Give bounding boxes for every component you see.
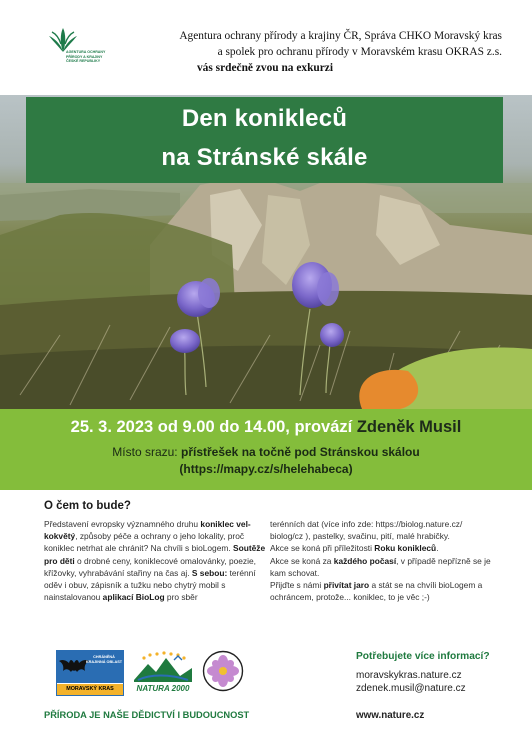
flower-2: [170, 329, 200, 353]
text-run: terénní oděv i obuv, zápisník a tužku nebo chytrý mobil s nainstalovanou: [44, 567, 256, 603]
text-run: .: [436, 543, 439, 554]
text-run: a stát se na chvíli bioLogem a ochráncem, protože... koniklec, to je věc ;-): [270, 580, 483, 603]
text-run: každého počasí: [333, 555, 397, 566]
kras-logo-text: CHRÁNĚNÁ KRAJINNÁ OBLAST: [85, 655, 123, 664]
about-heading: O čem to bude?: [44, 500, 131, 512]
nature-website-link[interactable]: www.nature.cz: [356, 710, 425, 721]
meeting-label: Místo srazu:: [112, 445, 178, 459]
partner-logos: [56, 650, 246, 698]
organizer-line-2: a spolek pro ochranu přírody v Moravském krasu OKRAS z.s.: [217, 46, 502, 58]
text-run: , v případě nepřízně se je kam schovat.: [270, 555, 491, 578]
flower-4: [320, 323, 344, 347]
email-link[interactable]: zdenek.musil@nature.cz: [356, 683, 466, 694]
aopk-logo: [48, 28, 108, 80]
organizer-line-1: Agentura ochrany přírody a krajiny ČR, Správa CHKO Moravský kras: [179, 30, 502, 42]
about-text-left: [44, 518, 266, 603]
text-run: terénních dat (více info zde: https://biolog.nature.cz/ biolog/cz ), pastelky, svačinu, pití, malé hrabičky.: [270, 519, 463, 542]
event-date-time: [0, 418, 532, 437]
aopk-logo-text: AGENTURA OCHRANY PŘÍRODY A KRAJINY ČESKÉ REPUBLIKY: [66, 50, 106, 64]
natura-logo-text: NATURA 2000: [136, 684, 190, 693]
text-run: o drobné ceny, koniklecové omalovánky, poezie, křížovky, vyhrabávání stařiny na čas aj.: [44, 555, 256, 578]
text-run: Akce se koná za: [270, 555, 334, 566]
event-details-band: [0, 409, 532, 490]
map-link[interactable]: (https://mapy.cz/s/helehabeca): [179, 462, 353, 476]
text-run: pro sběr: [164, 592, 198, 603]
text-run: přivítat jaro: [323, 580, 370, 591]
natura-icon: [130, 650, 196, 684]
title-box: [26, 97, 503, 183]
event-title-line-2: na Stránské skále: [161, 144, 368, 171]
website-link[interactable]: moravskykras.nature.cz: [356, 670, 462, 681]
event-title-line-1: Den konikleců: [181, 105, 348, 132]
info-heading: Potřebujete více informací?: [356, 651, 490, 662]
natura-2000-logo: [130, 650, 196, 696]
text-run: Akce se koná při příležitosti: [270, 543, 375, 554]
text-run: Roku konikleců: [374, 543, 437, 554]
slogan: PŘÍRODA JE NAŠE DĚDICTVÍ I BUDOUCNOST: [44, 710, 250, 720]
text-run: , způsoby péče a ochrany o jeho lokality, proč koniklec netrhat ale chránit? Na chvíli s bioLogem.: [44, 531, 245, 554]
text-run: S sebou:: [191, 567, 228, 578]
header: [0, 0, 532, 95]
pasqueflower-circle-logo: [202, 650, 244, 692]
text-run: aplikací BioLog: [102, 592, 165, 603]
flower-emblem-icon: [202, 650, 244, 692]
moravsky-kras-logo: [56, 650, 124, 696]
text-run: Soutěže pro děti: [44, 543, 266, 566]
about-text-right: [270, 518, 492, 603]
meeting-place-text: přístřešek na točně pod Stránskou skálou: [180, 445, 420, 459]
event-date-time-text: 25. 3. 2023 od 9.00 do 14.00, provází: [70, 418, 353, 436]
text-run: Přijďte s námi: [270, 580, 324, 591]
text-run: koniklec velkokvětý: [44, 519, 251, 542]
event-guide: Zdeněk Musil: [356, 418, 462, 436]
invitation-line: vás srdečně zvou na exkurzi: [196, 62, 334, 74]
meeting-place: [0, 445, 532, 459]
kras-logo-name: MORAVSKÝ KRAS: [57, 684, 123, 695]
text-run: Představení evropsky významného druhu: [44, 519, 201, 529]
